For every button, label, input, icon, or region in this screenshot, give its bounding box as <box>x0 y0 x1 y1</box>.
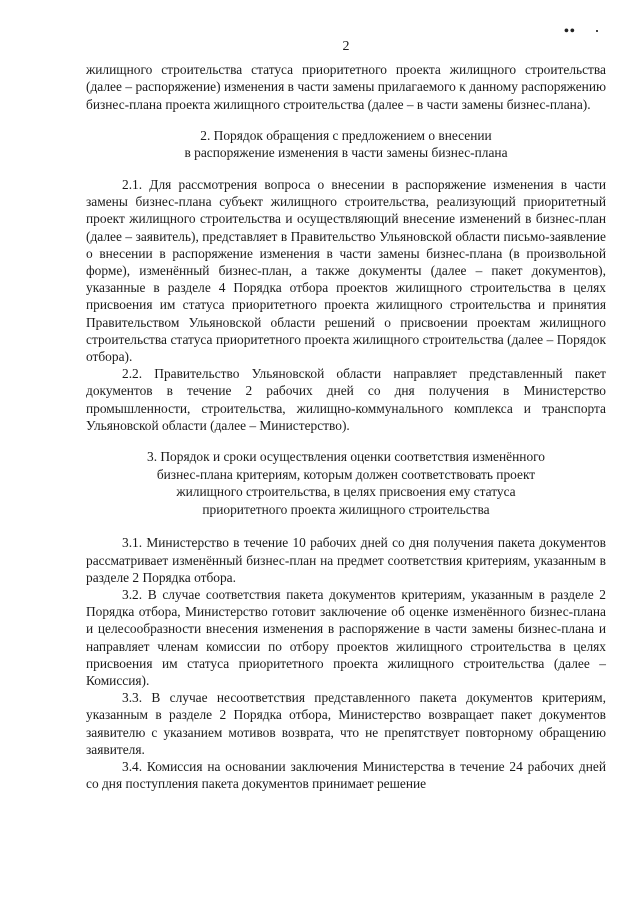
corner-dot <box>596 30 598 32</box>
paragraph-2-2: 2.2. Правительство Ульяновской области направляет представленный пакет документов в течение 2 рабочих дней со дня получения в Министерство промышленности, строительства, жилищно-коммунального комплекса и транспорта Ульяновской области (далее – Министерство). <box>86 366 606 433</box>
intro-paragraph: жилищного строительства статуса приоритетного проекта жилищного строительства (далее – распоряжение) изменения в части замены прилагаемого к данному распоряжению бизнес-плана проекта жилищного строительства (далее – в части замены бизнес-плана). <box>86 62 606 112</box>
paragraph-3-2: 3.2. В случае соответствия пакета документов критериям, указанным в разделе 2 Порядка отбора, Министерство готовит заключение об оценке изменённого бизнес-плана и целесообразности внесения изменения в распоряжение в части замены бизнес-плана и направляет членам комиссии по отбору проектов жилищного строительства в целях присвоения им статуса приоритетного проекта жилищного строительства (далее – Комиссия). <box>86 587 606 689</box>
corner-mark: •• <box>564 24 576 39</box>
document-page <box>86 38 606 792</box>
paragraph-2-1: 2.1. Для рассмотрения вопроса о внесении в распоряжение изменения в части замены бизнес-плана субъект жилищного строительства, реализующий приоритетный проект жилищного строительства и осуществляющий внесение изменений в бизнес-план (далее – заявитель), представляет в Правительство Ульяновской области письмо-заявление о внесении в распоряжение изменения в части замены бизнес-плана (в произвольной форме), изменённый бизнес-план, а также документы (далее – пакет документов), указанные в разделе 4 Порядка отбора проектов жилищного строительства в целях присвоения им статуса приоритетного проекта жилищного строительства и принятия Правительством Ульяновской области решений о присвоении проектам жилищного строительства статуса приоритетного проекта жилищного строительства (далее – Порядок отбора). <box>86 177 606 365</box>
paragraph-3-3: 3.3. В случае несоответствия представленного пакета документов критериям, указанным в разделе 2 Порядка отбора, Министерство возвращает пакет документов заявителю с указанием мотивов возврата, что не препятствует повторному обращению заявителя. <box>86 690 606 757</box>
section-3-heading-line-3: жилищного строительства, в целях присвоения ему статуса <box>176 484 516 500</box>
section-3-heading-line-4: приоритетного проекта жилищного строительства <box>202 501 490 517</box>
paragraph-3-4: 3.4. Комиссия на основании заключения Министерства в течение 24 рабочих дней со дня поступления пакета документов принимает решение <box>86 759 606 792</box>
section-2-heading-line-2: в распоряжение изменения в части замены бизнес-плана <box>184 145 508 161</box>
section-3-heading-line-1: 3. Порядок и сроки осуществления оценки соответствия изменённого <box>147 449 545 465</box>
section-3-heading-line-2: бизнес-плана критериям, которым должен соответствовать проект <box>156 466 536 482</box>
page-number: 2 <box>342 39 350 54</box>
section-2-heading-line-1: 2. Порядок обращения с предложением о внесении <box>200 127 492 143</box>
paragraph-3-1: 3.1. Министерство в течение 10 рабочих дней со дня получения пакета документов рассматривает изменённый бизнес-план на предмет соответствия критериям, указанным в разделе 2 Порядка отбора. <box>86 535 606 585</box>
section-3-heading <box>86 448 606 518</box>
section-2-heading <box>86 127 606 162</box>
